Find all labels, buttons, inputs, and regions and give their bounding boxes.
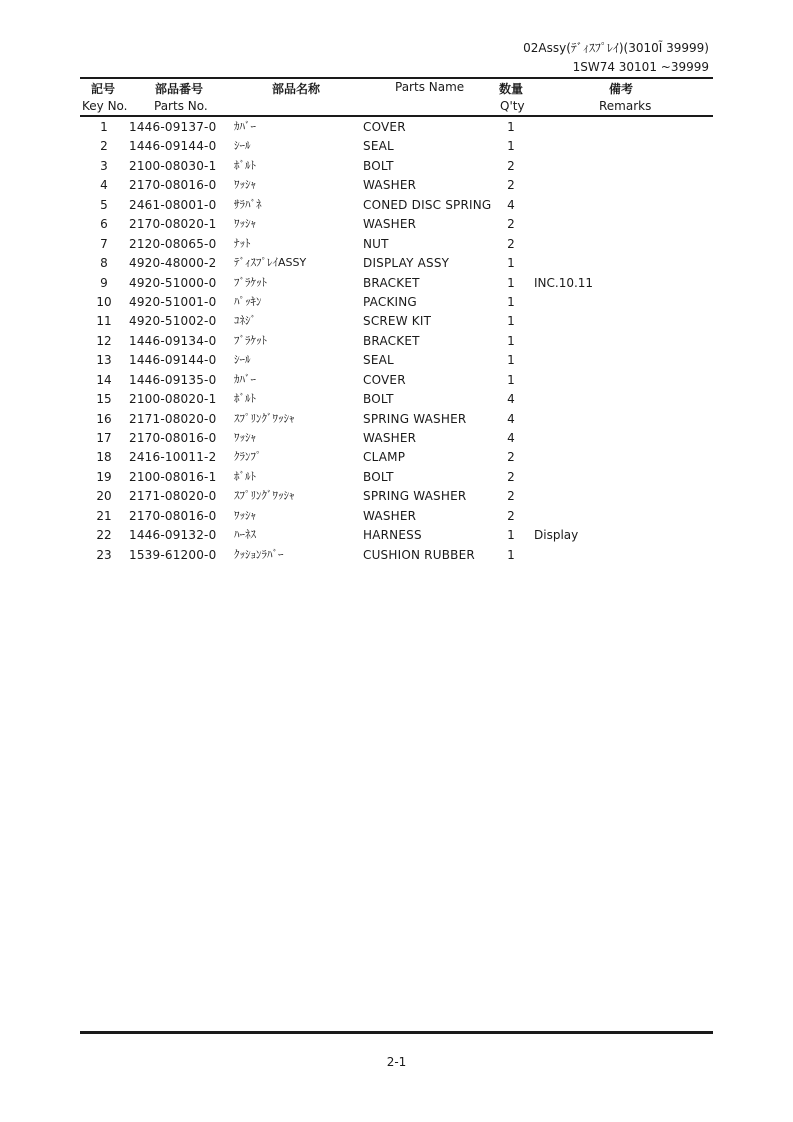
part-name-en: SEAL — [363, 353, 394, 368]
key-no: 13 — [96, 353, 112, 368]
key-no: 5 — [100, 197, 108, 212]
table-row — [0, 117, 793, 136]
part-name-en: SPRING WASHER — [363, 489, 467, 504]
quantity: 2 — [507, 236, 515, 251]
quantity: 1 — [507, 372, 515, 387]
key-no: 17 — [96, 431, 112, 445]
key-no: 2 — [100, 139, 108, 154]
part-no: 2171-08020-0 — [129, 489, 217, 504]
part-name-jp: ﾊﾟｯｷﾝ — [234, 294, 262, 308]
assembly-title: 02Assy(ﾃﾞｨｽﾌﾟﾚｲ)(3010Ĩ 39999) — [523, 41, 709, 55]
footer-rule — [80, 1031, 713, 1034]
quantity: 2 — [507, 489, 515, 504]
part-name-en: HARNESS — [363, 528, 422, 543]
quantity: 2 — [507, 450, 515, 465]
table-row — [0, 292, 793, 311]
key-no: 20 — [96, 489, 112, 504]
table-row — [0, 195, 793, 214]
quantity: 2 — [507, 469, 515, 484]
key-no: 9 — [100, 275, 108, 290]
quantity: 2 — [507, 158, 515, 173]
key-no: 23 — [96, 547, 112, 562]
part-name-jp: ﾌﾞﾗｹｯﾄ — [234, 333, 267, 347]
col-key-jp: 記号 — [91, 82, 116, 96]
part-name-en: SPRING WASHER — [363, 411, 467, 426]
part-name-en: BRACKET — [363, 275, 420, 290]
part-no: 1446-09135-0 — [129, 372, 217, 387]
quantity: 1 — [507, 333, 515, 348]
table-row — [0, 370, 793, 389]
quantity: 2 — [507, 508, 515, 523]
part-no: 2170-08016-0 — [129, 431, 217, 445]
part-no: 1446-09144-0 — [129, 353, 217, 368]
col-name-en: Parts Name — [395, 80, 465, 94]
part-name-en: CUSHION RUBBER — [363, 547, 475, 562]
part-name-en: SEAL — [363, 139, 394, 154]
quantity: 4 — [507, 392, 515, 407]
part-name-en: SCREW KIT — [363, 314, 432, 329]
quantity: 1 — [507, 275, 515, 290]
table-row — [0, 253, 793, 272]
key-no: 15 — [96, 392, 112, 407]
quantity: 4 — [507, 197, 515, 212]
table-row — [0, 428, 793, 447]
col-qty-en: Q'ty — [500, 99, 525, 113]
quantity: 2 — [507, 217, 515, 232]
part-name-en: BOLT — [363, 392, 394, 407]
part-no: 1446-09132-0 — [129, 528, 217, 543]
part-name-jp: ﾎﾞﾙﾄ — [234, 158, 256, 172]
table-row — [0, 214, 793, 233]
part-name-jp: ｻﾗﾊﾞﾈ — [234, 197, 262, 211]
key-no: 11 — [96, 314, 112, 329]
remarks: Display — [534, 528, 579, 543]
key-no: 1 — [100, 120, 108, 134]
part-no: 1446-09137-0 — [129, 120, 217, 134]
part-no: 2120-08065-0 — [129, 236, 217, 251]
part-name-en: BOLT — [363, 158, 394, 173]
part-no: 2170-08016-0 — [129, 508, 217, 523]
part-name-jp: ｸﾗﾝﾌﾟ — [234, 450, 262, 464]
key-no: 3 — [100, 158, 108, 173]
col-remarks-jp: 備考 — [609, 82, 634, 96]
remarks: INC.10.11 — [534, 275, 594, 290]
part-name-en: WASHER — [363, 431, 417, 445]
key-no: 14 — [96, 372, 112, 387]
quantity: 4 — [507, 411, 515, 426]
parts-list — [0, 117, 793, 564]
part-name-en: WASHER — [363, 217, 417, 232]
part-name-en: CLAMP — [363, 450, 406, 465]
part-no: 4920-51002-0 — [129, 314, 217, 329]
part-name-en: BRACKET — [363, 333, 420, 348]
part-name-en: CONED DISC SPRING — [363, 197, 492, 212]
part-name-jp: ｼｰﾙ — [234, 139, 251, 153]
col-key-en: Key No. — [82, 99, 128, 113]
part-no: 2416-10011-2 — [129, 450, 217, 465]
part-name-jp: ｺﾈｼﾞ — [234, 314, 256, 328]
part-no: 2170-08020-1 — [129, 217, 217, 232]
part-name-en: DISPLAY ASSY — [363, 256, 450, 271]
table-row — [0, 486, 793, 505]
quantity: 1 — [507, 353, 515, 368]
part-name-jp: ﾜｯｼｬ — [234, 431, 256, 444]
part-name-jp: ﾎﾞﾙﾄ — [234, 469, 256, 483]
part-no: 1446-09134-0 — [129, 333, 217, 348]
part-name-jp: ﾊｰﾈｽ — [234, 528, 256, 542]
part-name-jp: ｶﾊﾞｰ — [234, 372, 256, 386]
page-number: 2-1 — [386, 1055, 407, 1069]
quantity: 1 — [507, 256, 515, 271]
table-row — [0, 331, 793, 350]
key-no: 7 — [100, 236, 108, 251]
table-row — [0, 234, 793, 253]
part-no: 1446-09144-0 — [129, 139, 217, 154]
key-no: 16 — [96, 411, 112, 426]
part-name-jp: ﾌﾞﾗｹｯﾄ — [234, 275, 267, 289]
serial-range: 1SW74 30101 ~39999 — [572, 60, 709, 74]
table-row — [0, 447, 793, 466]
table-row — [0, 136, 793, 155]
col-qty-jp: 数量 — [499, 82, 524, 96]
table-row — [0, 467, 793, 486]
quantity: 1 — [507, 547, 515, 562]
quantity: 4 — [507, 431, 515, 445]
part-no: 2100-08016-1 — [129, 469, 217, 484]
part-name-jp: ｼｰﾙ — [234, 353, 251, 367]
part-no: 2171-08020-0 — [129, 411, 217, 426]
col-remarks-en: Remarks — [599, 99, 652, 113]
key-no: 6 — [100, 217, 108, 232]
part-no: 2170-08016-0 — [129, 178, 217, 193]
part-no: 4920-48000-2 — [129, 256, 217, 271]
part-name-en: COVER — [363, 372, 406, 387]
part-no: 1539-61200-0 — [129, 547, 217, 562]
table-row — [0, 175, 793, 194]
part-no: 4920-51000-0 — [129, 275, 217, 290]
table-row — [0, 409, 793, 428]
part-name-jp: ﾃﾞｨｽﾌﾟﾚｲASSY — [234, 256, 307, 270]
part-name-jp: ｸｯｼｮﾝﾗﾊﾞｰ — [234, 547, 284, 561]
part-name-jp: ｽﾌﾟﾘﾝｸﾞﾜｯｼｬ — [234, 411, 295, 425]
quantity: 1 — [507, 314, 515, 329]
quantity: 1 — [507, 120, 515, 134]
part-name-en: NUT — [363, 236, 389, 251]
part-name-jp: ﾅｯﾄ — [234, 236, 251, 250]
key-no: 4 — [100, 178, 108, 193]
col-name-jp: 部品名称 — [272, 82, 321, 96]
part-name-jp: ｶﾊﾞｰ — [234, 120, 256, 133]
quantity: 1 — [507, 139, 515, 154]
quantity: 1 — [507, 528, 515, 543]
table-row — [0, 506, 793, 525]
part-name-jp: ｽﾌﾟﾘﾝｸﾞﾜｯｼｬ — [234, 489, 295, 503]
key-no: 12 — [96, 333, 112, 348]
table-row — [0, 350, 793, 369]
key-no: 18 — [96, 450, 112, 465]
key-no: 21 — [96, 508, 112, 523]
part-name-en: PACKING — [363, 294, 417, 309]
table-row — [0, 389, 793, 408]
part-no: 2100-08020-1 — [129, 392, 217, 407]
table-row — [0, 525, 793, 544]
part-name-jp: ﾜｯｼｬ — [234, 508, 256, 522]
header-top-rule — [80, 77, 713, 79]
part-name-jp: ﾜｯｼｬ — [234, 217, 256, 231]
part-name-jp: ﾎﾞﾙﾄ — [234, 392, 256, 406]
key-no: 19 — [96, 469, 112, 484]
key-no: 22 — [96, 528, 112, 543]
part-no: 2100-08030-1 — [129, 158, 217, 173]
part-no: 2461-08001-0 — [129, 197, 217, 212]
table-row — [0, 311, 793, 330]
col-partno-en: Parts No. — [154, 99, 208, 113]
part-name-en: COVER — [363, 120, 406, 134]
quantity: 2 — [507, 178, 515, 193]
table-row — [0, 545, 793, 564]
key-no: 10 — [96, 294, 112, 309]
part-name-en: WASHER — [363, 178, 417, 193]
part-name-en: WASHER — [363, 508, 417, 523]
part-name-jp: ﾜｯｼｬ — [234, 178, 256, 192]
table-row — [0, 273, 793, 292]
part-name-en: BOLT — [363, 469, 394, 484]
col-partno-jp: 部品番号 — [155, 82, 204, 96]
quantity: 1 — [507, 294, 515, 309]
key-no: 8 — [100, 256, 108, 271]
part-no: 4920-51001-0 — [129, 294, 217, 309]
table-row — [0, 156, 793, 175]
